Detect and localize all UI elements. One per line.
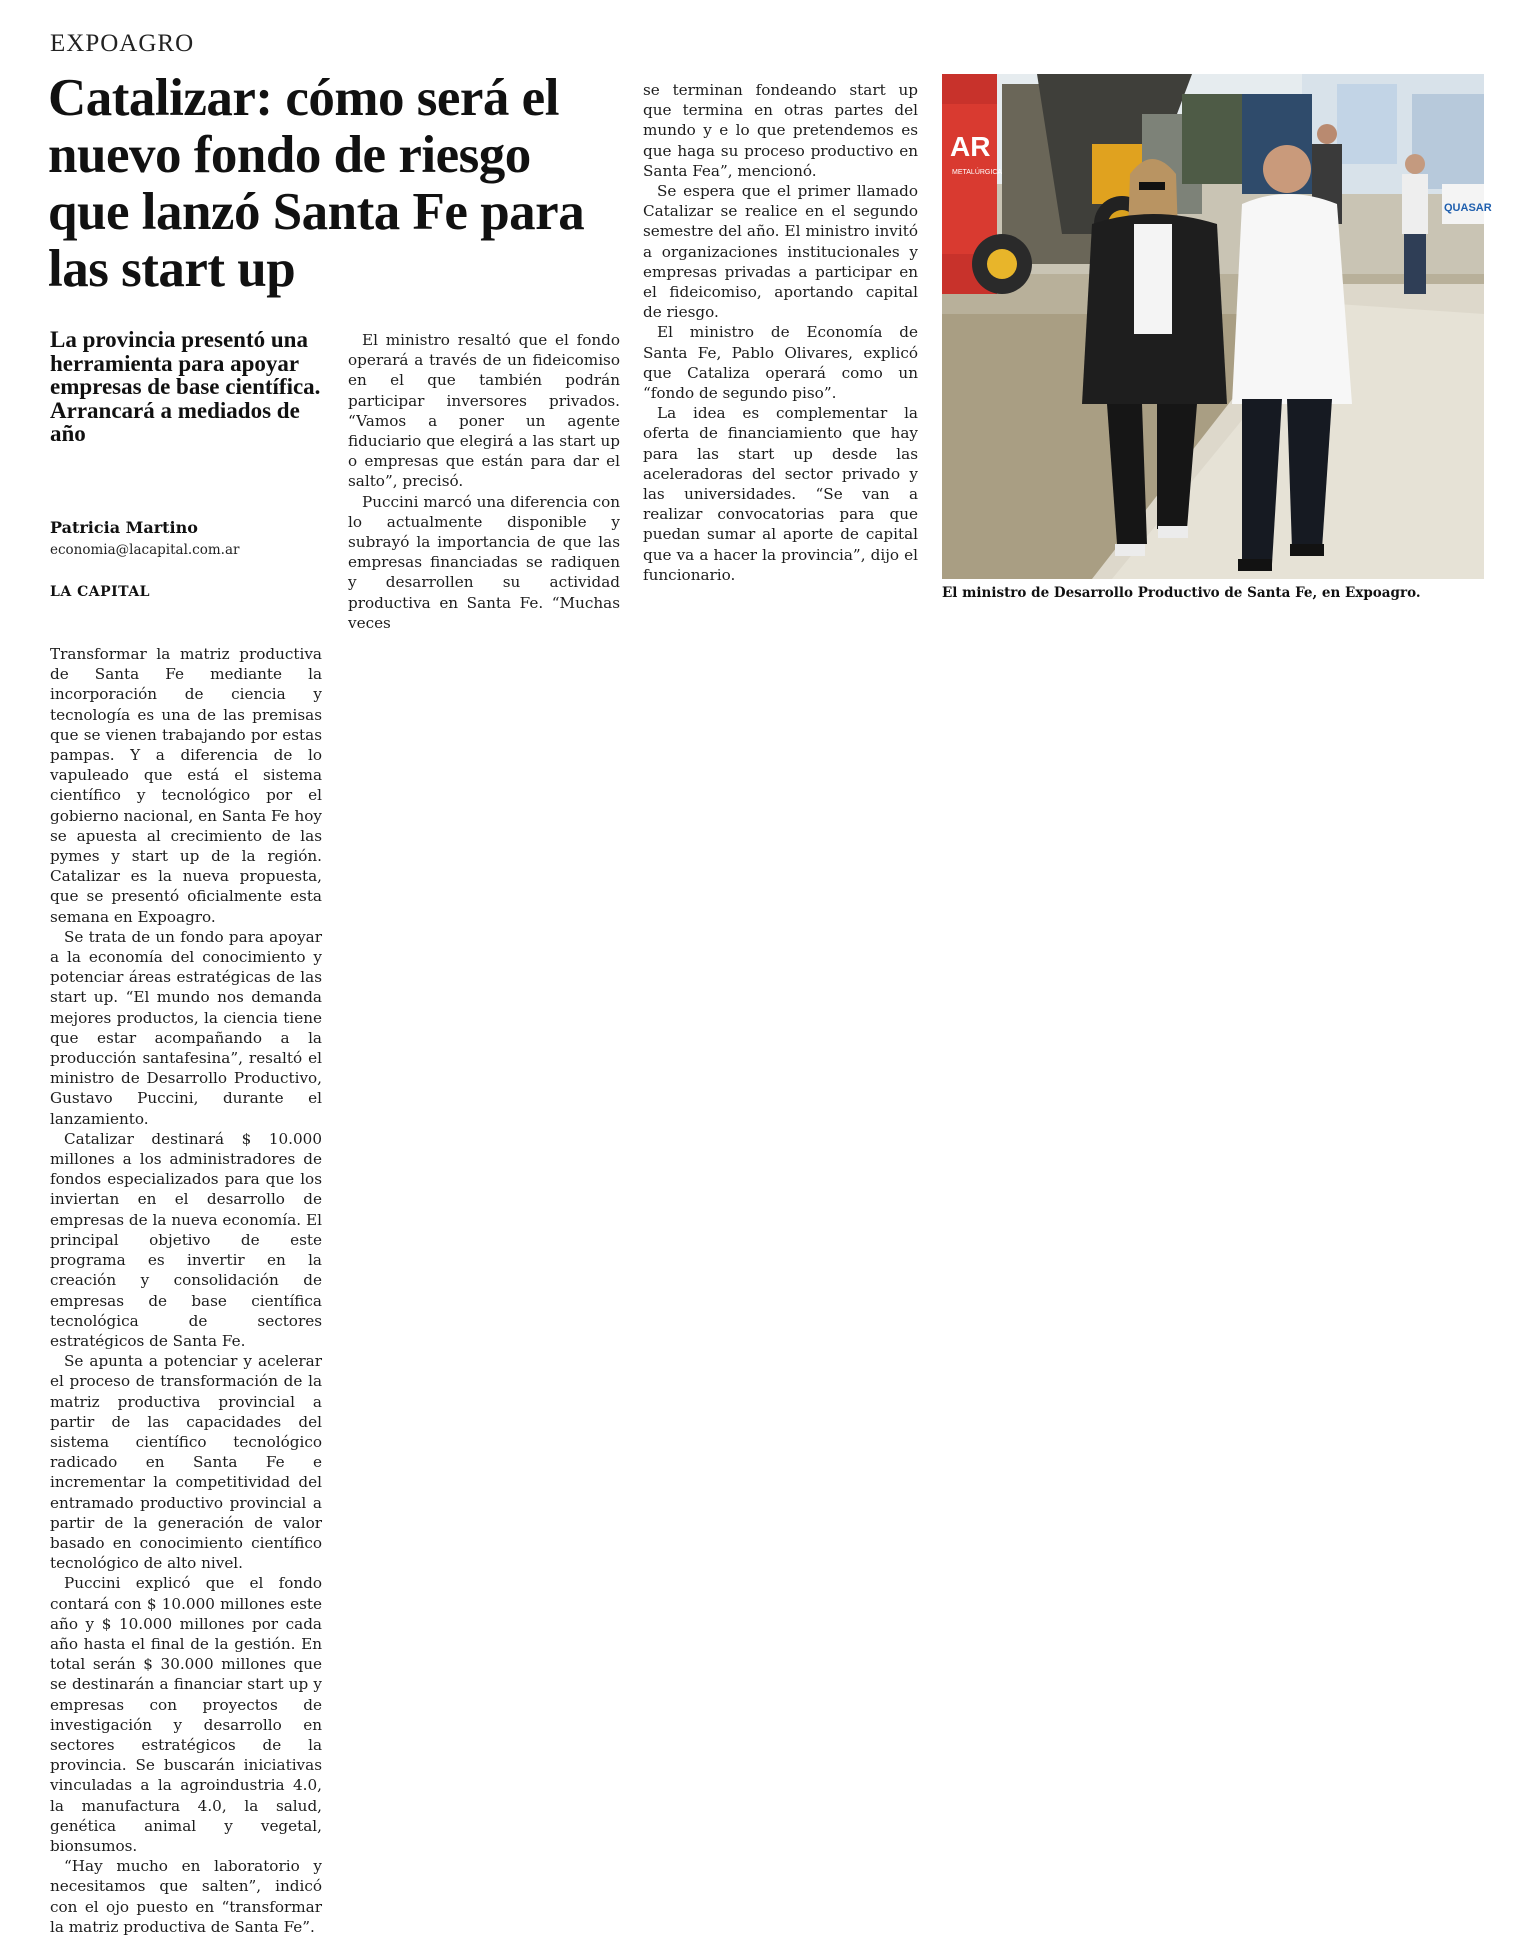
section-label: EXPOAGRO [50,30,195,57]
paragraph: Puccini explicó que el fondo contará con $ 10.000 millones este año y $ 10.000 millones por cada año hasta el final de la gestión. En total serán $ 30.000 millones que se destinarán a financiar start up y empresas con proyectos de investigación y desarrollo en sectores estratégicos de la provincia. Se buscarán iniciativas vinculadas a la agroindustria 4.0, la manufactura 4.0, la salud, genética animal y vegetal, bionsumos. [50,1574,322,1855]
paragraph: Puccini marcó una diferencia con lo actualmente disponible y subrayó la importancia de que las empresas financiadas se radiquen y desarrollen su actividad productiva en Santa Fe. “Muchas veces [348,492,620,632]
body-column-2 [348,330,620,633]
photo-illustration [942,74,1492,579]
sign-subtext: METALÚRGICA [952,169,1003,176]
body-column-3 [643,80,918,585]
paragraph: La idea es complementar la oferta de financiamiento que hay para las start up desde las aceleradoras del sector privado y las universidades. “Se van a realizar convocatorias para que puedan sumar al aporte de capital que va a hacer la provincia”, dijo el funcionario. [643,404,918,584]
byline-email[interactable]: economia@lacapital.com.ar [50,542,240,558]
paragraph: Se espera que el primer llamado Catalizar se realice en el segundo semestre del año. El ministro invitó a organizaciones institucionales y empresas privadas a participar en el fideicomiso, aportando capital de riesgo. [643,182,918,322]
byline-author: Patricia Martino [50,518,198,537]
paragraph: Transformar la matriz productiva de Santa Fe mediante la incorporación de ciencia y tecnología es una de las premisas que se vienen trabajando por estas pampas. Y a diferencia de lo vapuleado que está el sistema científico y tecnológico por el gobierno nacional, en Santa Fe hoy se apuesta al crecimiento de las pymes y start up de la región. Catalizar es la nueva propuesta, que se presentó oficialmente esta semana en Expoagro. [50,645,322,926]
byline-source: LA CAPITAL [50,584,151,600]
paragraph: Se trata de un fondo para apoyar a la economía del conocimiento y potenciar áreas estratégicas de las start up. “El mundo nos demanda mejores productos, la ciencia tiene que estar acompañando a la producción santafesina”, resaltó el ministro de Desarrollo Productivo, Gustavo Puccini, durante el lanzamiento. [50,927,322,1128]
photo-caption [942,585,1502,601]
article-photo [942,74,1492,579]
paragraph: “Hay mucho en laboratorio y necesitamos que salten”, indicó con el ojo puesto en “transformar la matriz productiva de Santa Fe”. [50,1857,322,1936]
sign-right-text: QUASAR [1444,202,1492,214]
body-column-1 [50,644,322,1937]
paragraph: se terminan fondeando start up que termina en otras partes del mundo y e lo que pretendemos es que haga su proceso productivo en Santa Fea”, mencionó. [643,81,918,180]
paragraph: El ministro resaltó que el fondo operará a través de un fideicomiso en el que también podrán participar inversores privados. “Vamos a poner un agente fiduciario que elegirá a las start up o empresas que están para dar el salto”, precisó. [348,331,620,491]
paragraph: Catalizar destinará $ 10.000 millones a los administradores de fondos especializados para que los inviertan en el desarrollo de empresas de la nueva economía. El principal objetivo de este programa es invertir en la creación y consolidación de empresas de base científica tecnológica de sectores estratégicos de Santa Fe. [50,1129,322,1350]
paragraph: El ministro de Economía de Santa Fe, Pablo Olivares, explicó que Cataliza operará como un “fondo de segundo piso”. [643,323,918,403]
paragraph: Se apunta a potenciar y acelerar el proceso de transformación de la matriz productiva provincial a partir de las capacidades del sistema científico tecnológico radicado en Santa Fe e incrementar la competitividad del entramado productivo provincial a partir de la generación de valor basado en conocimiento científico tecnológico de alto nivel. [50,1352,322,1573]
headline: Catalizar: cómo será el nuevo fondo de riesgo que lanzó Santa Fe para las start up [48,69,585,298]
caption-text: El ministro de Desarrollo Productivo de Santa Fe, en Expoagro. [942,585,1421,601]
sign-text: AR [950,131,991,162]
subheadline: La provincia presentó una herramienta para apoyar empresas de base científica. Arrancará a mediados de año [50,327,321,446]
